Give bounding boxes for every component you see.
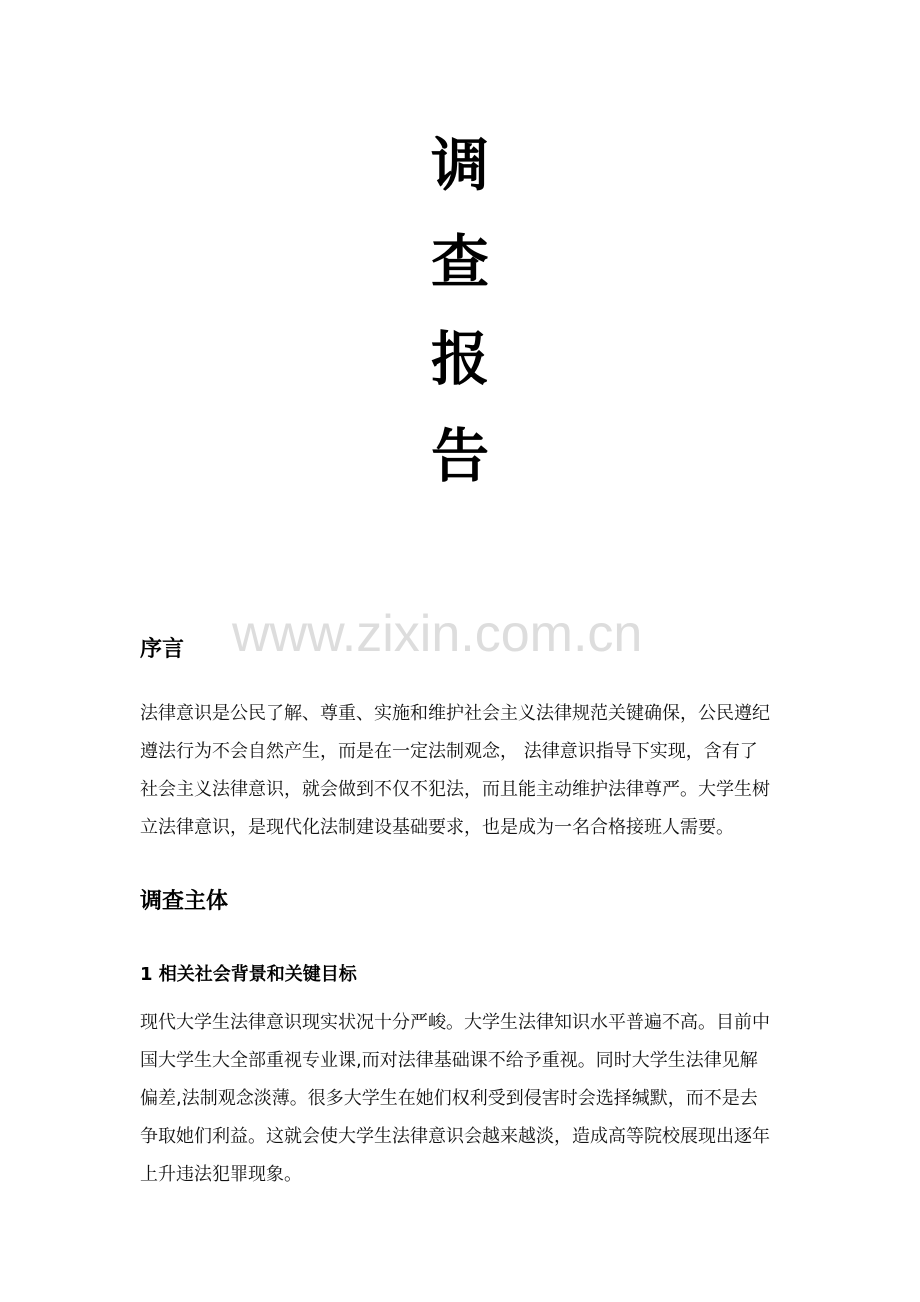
watermark: www.zixin.com.cn <box>232 605 643 663</box>
preface-heading: 序言 <box>140 637 185 662</box>
paragraph-line: 争取她们利益。这就会使大学生法律意识会越来越淡，造成高等院校展现出逐年 <box>140 1126 770 1147</box>
section-1-paragraph <box>140 1004 785 1194</box>
title-char-gao: 告 <box>430 422 489 490</box>
paragraph-line: 社会主义法律意识，就会做到不仅不犯法，而且能主动维护法律尊严。大学生树 <box>140 779 770 800</box>
paragraph-line: 国大学生大全部重视专业课,而对法律基础课不给予重视。同时大学生法律见解 <box>140 1050 758 1071</box>
paragraph-line: 上升违法犯罪现象。 <box>140 1164 302 1185</box>
paragraph-line: 遵法行为不会自然产生，而是在一定法制观念， 法律意识指导下实现，含有了 <box>140 741 758 762</box>
title-char-diao: 调 <box>430 131 489 199</box>
title-char-bao: 报 <box>430 325 489 393</box>
paragraph-line: 偏差,法制观念淡薄。很多大学生在她们权利受到侵害时会选择缄默，而不是去 <box>140 1088 758 1109</box>
section-1-subheading: 1 相关社会背景和关键目标 <box>140 964 357 985</box>
paragraph-line: 现代大学生法律意识现实状况十分严峻。大学生法律知识水平普遍不高。目前中 <box>140 1012 770 1033</box>
preface-paragraph <box>140 695 785 847</box>
paragraph-line: 法律意识是公民了解、尊重、实施和维护社会主义法律规范关键确保，公民遵纪 <box>140 703 770 724</box>
title-char-cha: 查 <box>430 228 489 296</box>
main-heading: 调查主体 <box>140 889 229 914</box>
paragraph-line: 立法律意识，是现代化法制建设基础要求，也是成为一名合格接班人需要。 <box>140 817 734 838</box>
